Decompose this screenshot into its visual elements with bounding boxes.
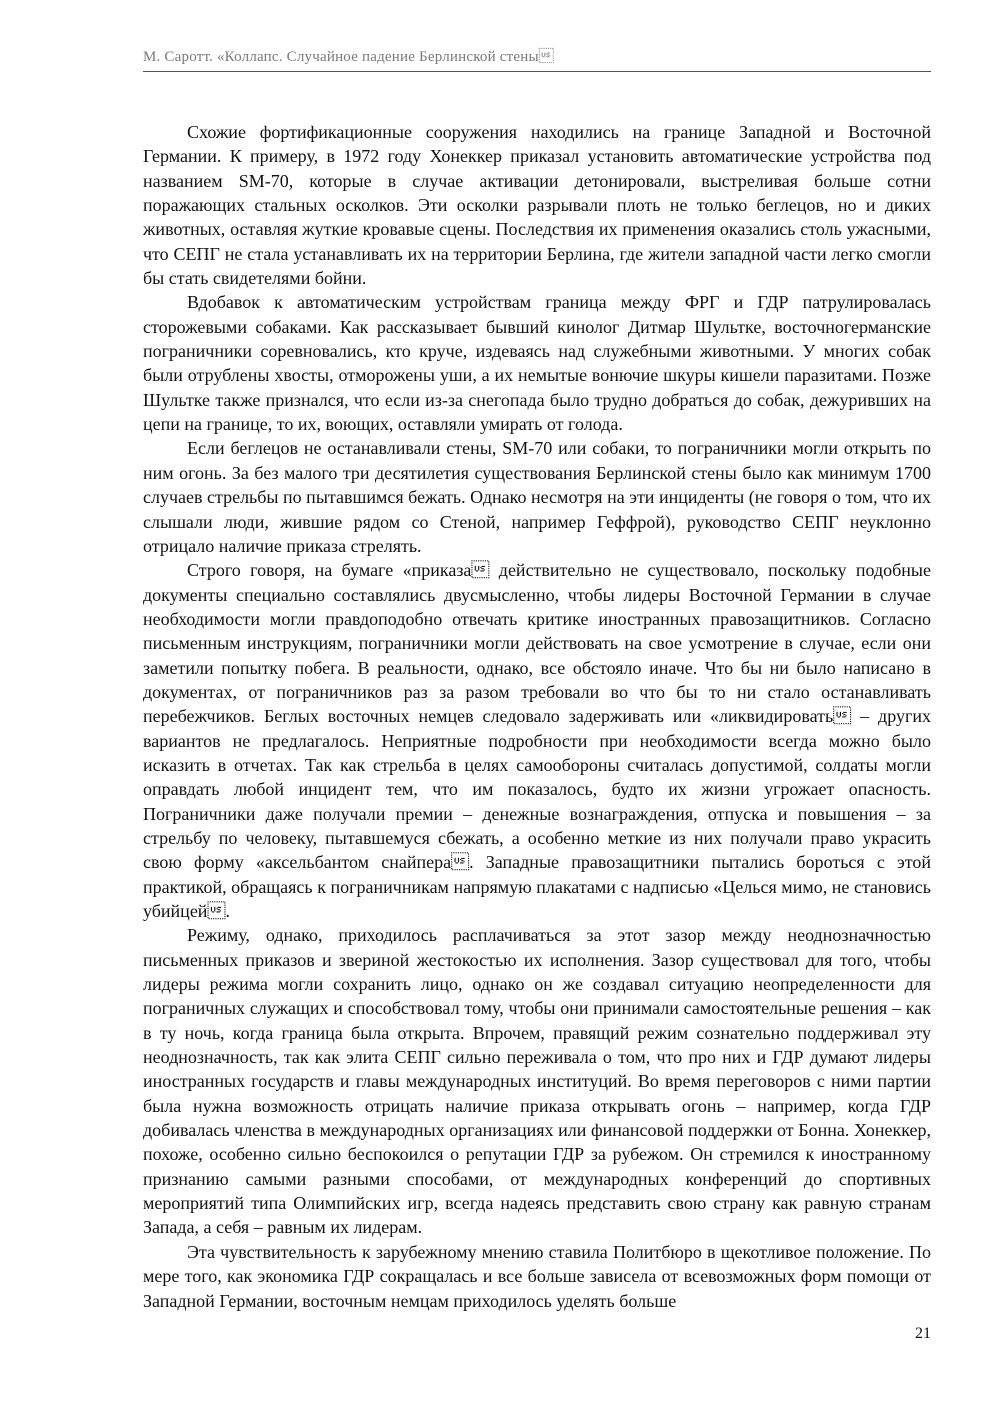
paragraph: Строго говоря, на бумаге «приказа действительно не существовало, поскольку подобные документы специально составлялись двусмысленно, чтобы лидеры Восточной Германии в случае необходимости могли правдоподобно отвечать критике иностранных правозащитников. Согласно письменным инструкциям, пограничники могли действовать на свое усмотрение в случае, если они заметили попытку побега. В реальности, однако, все обстояло иначе. Что бы ни было написано в документах, от пограничников раз за разом требовали во что бы то ни стало останавливать перебежчиков. Беглых восточных немцев следовало задерживать или «ликвидировать – других вариантов не предлагалось. Неприятные подробности при необходимости всегда можно было исказить в отчетах. Так как стрельба в целях самообороны считалась допустимой, солдаты могли оправдать любой инцидент тем, что им показалось, будто их жизни угрожает опасность. Пограничники даже получали премии – денежные вознаграждения, отпуска и повышения – за стрельбу по человеку, пытавшемуся сбежать, а особенно меткие из них получали право украсить свою форму «аксельбантом снайпера . Западные правозащитники пытались бороться с этой практикой, обращаясь к пограничникам напрямую плакатами с надписью «Целься мимо, не становись убийцей .: [143, 560, 931, 921]
running-header: М. Саротт. «Коллапс. Случайное падение Берлинской стены: [143, 49, 554, 65]
body-text: [143, 120, 931, 1313]
paragraph: Схожие фортификационные сооружения находились на границе Западной и Восточной Германии. К примеру, в 1972 году Хонеккер приказал установить автоматические устройства под названием SM-70, которые в случае активации детонировали, выстреливая больше сотни поражающих стальных осколков. Эти осколки разрывали плоть не только беглецов, но и диких животных, оставляя жуткие кровавые сцены. Последствия их применения оказались столь ужасными, что СЕПГ не стала устанавливать их на территории Берлина, где жители западной части легко смогли бы стать свидетелями бойни.: [143, 122, 931, 289]
paragraph: Эта чувствительность к зарубежному мнению ставила Политбюро в щекотливое положение. По мере того, как экономика ГДР сокращалась и все больше зависела от всевозможных форм помощи от Западной Германии, восточным немцам приходилось уделять больше: [143, 1241, 931, 1311]
paragraph: Если беглецов не останавливали стены, SM-70 или собаки, то пограничники могли открыть по ним огонь. За без малого три десятилетия существования Берлинской стены было как минимум 1700 случаев стрельбы по пытавшимся бежать. Однако несмотря на эти инциденты (не говоря о том, что их слышали люди, жившие рядом со Стеной, например Геффрой), руководство СЕПГ неуклонно отрицало наличие приказа стрелять.: [143, 438, 931, 556]
paragraph: Вдобавок к автоматическим устройствам граница между ФРГ и ГДР патрулировалась сторожевыми собаками. Как рассказывает бывший кинолог Дитмар Шультке, восточногерманские пограничники соревновались, кто круче, издеваясь над служебными животными. У многих собак были отрублены хвосты, отморожены уши, а их немытые вонючие шкуры кишели паразитами. Позже Шультке также признался, что если из-за снегопада было трудно добраться до собак, дежуривших на цепи на границе, то их, воющих, оставляли умирать от голода.: [143, 292, 931, 435]
paragraph: Режиму, однако, приходилось расплачиваться за этот зазор между неоднозначностью письменных приказов и звериной жестокостью их исполнения. Зазор существовал для того, чтобы лидеры режима могли сохранить лицо, однако он же создавал ситуацию неопределенности для пограничных служащих и способствовал тому, чтобы они принимали самостоятельные решения – как в ту ночь, когда граница была открыта. Впрочем, правящий режим сознательно поддерживал эту неоднозначность, так как элита СЕПГ сильно переживала о том, что про них и ГДР думают лидеры иностранных государств и главы международных институций. Во время переговоров с ними партии была нужна возможность отрицать наличие приказа открывать огонь – например, когда ГДР добивалась членства в международных организациях или финансовой поддержки от Бонна. Хонеккер, похоже, особенно сильно беспокоился о репутации ГДР за рубежом. Он стремился к иностранному признанию самыми разными способами, от международных конференций до спортивных мероприятий типа Олимпийских игр, всегда надеясь представить свою страну как равную странам Запада, а себя – равным их лидерам.: [143, 925, 931, 1238]
header-divider: [143, 71, 931, 72]
page-number: 21: [915, 1325, 931, 1342]
